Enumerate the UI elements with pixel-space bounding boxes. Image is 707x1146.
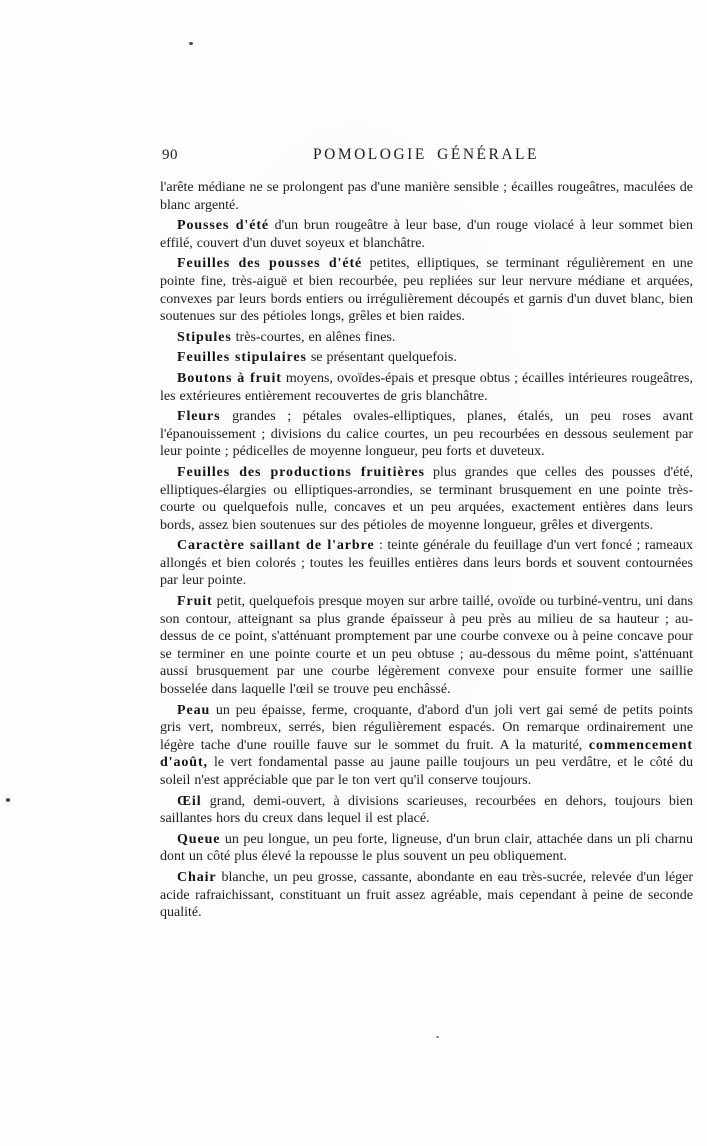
bold-term: Caractère saillant de l'arbre	[177, 538, 375, 554]
bold-term: Peau	[177, 702, 211, 718]
paragraph-4	[160, 329, 693, 347]
bold-term: Chair	[177, 869, 217, 885]
bold-term: Feuilles des pousses d'été	[177, 256, 363, 272]
paragraph-11	[160, 702, 693, 790]
bold-term: Feuilles des productions fruitières	[177, 464, 425, 480]
text-run: se présentant quelquefois.	[306, 350, 457, 366]
bold-term: Feuilles stipulaires	[177, 350, 307, 366]
paragraph-12	[160, 793, 693, 828]
page-number: 90	[162, 147, 178, 163]
paragraph-9	[160, 537, 693, 590]
text-run: grand, demi-ouvert, à divisions scarieuses, recourbées en dehors, toujours bien saillantes hors du creux dans lequel il est placé.	[160, 793, 693, 827]
text-run: blanche, un peu grosse, cassante, abondante en eau très-sucrée, relevée d'un léger acide rafraichissant, constituant un fruit assez agréable, mais cependant à peine de seconde qualité.	[160, 869, 693, 921]
bold-term: Boutons à fruit	[177, 370, 282, 386]
paragraph-8	[160, 464, 693, 534]
bold-term: Pousses d'été	[177, 218, 270, 234]
paragraph-3	[160, 255, 693, 325]
scan-speck	[6, 798, 10, 802]
scan-speck	[436, 1036, 439, 1038]
text-run: l'arête médiane ne se prolongent pas d'une manière sensible ; écailles rougeâtres, maculées de blanc argenté.	[160, 180, 693, 213]
page-header	[160, 146, 692, 166]
text-run: petites, elliptiques, se terminant régulièrement en une pointe fine, très-aiguë et bien recourbée, peu repliées sur leur nervure médiane et arquées, convexes par leurs bords entiers ou irrégulièrement découpés et garnis d'un duvet blanc, bien soutenues sur des pétioles longs, grêles et bien raides.	[160, 256, 693, 325]
paragraph-6	[160, 370, 693, 405]
text-run: le vert fondamental passe au jaune paille toujours un peu verdâtre, et le côté du soleil n'est appréciable que par le ton vert qu'il conserve toujours.	[160, 755, 693, 788]
text-run: très-courtes, en alênes fines.	[231, 329, 396, 345]
paragraph-7	[160, 408, 693, 461]
text-run: un peu longue, un peu forte, ligneuse, d'un brun clair, attachée dans un pli charnu dont un côté plus élevé la repousse le plus souvent un peu obliquement.	[160, 831, 693, 865]
bold-term: commencement d'août,	[160, 737, 693, 771]
bold-term: Stipules	[177, 329, 232, 345]
text-run: d'un brun rougeâtre à leur base, d'un rouge violacé à leur sommet bien effilé, couvert d'un duvet soyeux et blanchâtre.	[160, 218, 693, 251]
paragraph-14	[160, 869, 693, 922]
text-run: un peu épaisse, ferme, croquante, d'abord d'un joli vert gai semé de petits points gris vert, nombreux, serrés, bien régulièrement espacés. On remarque ordinairement une légère tache d'une rouille fauve sur le sommet du fruit. A la maturité,	[160, 702, 693, 753]
bold-term: Queue	[177, 831, 221, 847]
paragraph-10	[160, 593, 693, 699]
paragraph-1	[160, 179, 693, 214]
content	[160, 179, 693, 925]
text-run: grandes ; pétales ovales-elliptiques, planes, étalés, un peu roses avant l'épanouissement ; divisions du calice courtes, un peu recourbées en dessous seulement par leur pointe ; pédicelles de moyenne longueur, peu forts et duveteux.	[160, 409, 693, 460]
paragraph-5	[160, 349, 693, 367]
bold-term: Fleurs	[177, 409, 221, 425]
text-run: plus grandes que celles des pousses d'été, elliptiques-élargies ou elliptiques-arrondies, se terminant brusquement en une pointe très-courte ou quelquefois nulle, concaves et un peu arquées, exactement entières dans leurs bords, assez bien soutenues sur des pétioles de moyenne longueur, grêles et divergents.	[160, 464, 693, 533]
bold-term: Fruit	[177, 594, 213, 610]
paragraph-13	[160, 831, 693, 866]
paragraph-2	[160, 217, 693, 252]
text-run: : teinte générale du feuillage d'un vert foncé ; rameaux allongés et bien colorés ; toutes les feuilles entières dans leurs bords et souvent contournées par leur pointe.	[160, 538, 694, 589]
text-run: moyens, ovoïdes-épais et presque obtus ; écailles intérieures rougeâtres, les extérieures entièrement recouvertes de gris blanchâtre.	[160, 370, 693, 404]
text-run: petit, quelquefois presque moyen sur arbre taillé, ovoïde ou turbiné-ventru, uni dans son contour, atteignant sa plus grande épaisseur à peu près au milieu de sa hauteur ; au-dessus de ce point, s'atténuant promptement par une courbe convexe ou à peine concave pour se terminer en une pointe courte et un peu obtuse ; au-dessous du même point, s'atténuant aussi brusquement par une courbe légèrement convexe pour ensuite former une saillie bosselée dans laquelle l'œil se trouve peu enchâssé.	[160, 594, 693, 698]
running-title: POMOLOGIE GÉNÉRALE	[313, 146, 539, 163]
bold-term: Œil	[177, 793, 202, 809]
scan-speck	[189, 42, 193, 45]
